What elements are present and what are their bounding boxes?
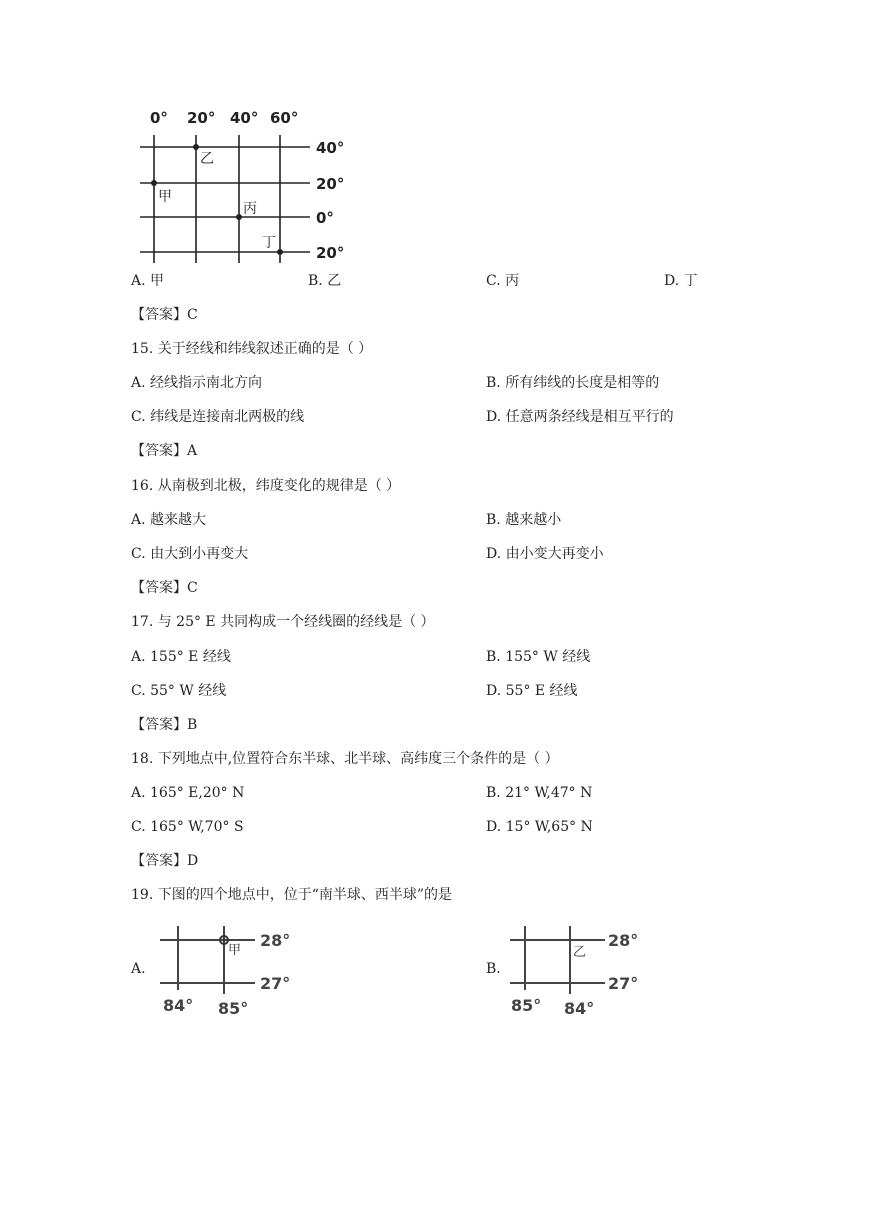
q15-option-a: A. 经线指示南北方向 bbox=[131, 375, 263, 391]
point-ding-marker bbox=[277, 249, 283, 255]
q14-option-d: D. 丁 bbox=[664, 273, 698, 289]
lat-label-27: 27° bbox=[260, 974, 291, 993]
point-ding-label: 丁 bbox=[262, 235, 276, 251]
lon-label-20: 20° bbox=[187, 109, 216, 127]
q18-option-c: C. 165° W,70° S bbox=[131, 819, 244, 835]
point-jia-marker bbox=[151, 180, 157, 186]
q16-option-b: B. 越来越小 bbox=[486, 512, 562, 528]
q17-stem: 17. 与 25° E 共同构成一个经线圈的经线是（ ） bbox=[131, 614, 435, 630]
lon-label-84: 84° bbox=[163, 996, 194, 1015]
point-bing-marker bbox=[236, 214, 242, 220]
q14-grid-figure bbox=[130, 105, 370, 265]
q18-stem: 18. 下列地点中,位置符合东半球、北半球、高纬度三个条件的是（ ） bbox=[131, 751, 559, 767]
point-bing-label: 丙 bbox=[243, 201, 257, 217]
lat-label-28: 28° bbox=[260, 931, 291, 950]
q15-stem: 15. 关于经线和纬线叙述正确的是（ ） bbox=[131, 341, 373, 357]
q19-option-a-label: A. bbox=[131, 961, 146, 977]
point-jia-label: 甲 bbox=[228, 943, 242, 958]
lat-label-27: 27° bbox=[608, 974, 639, 993]
q14-option-a: A. 甲 bbox=[131, 273, 165, 289]
q17-answer: 【答案】B bbox=[131, 717, 198, 733]
q14-option-c: C. 丙 bbox=[486, 273, 520, 289]
point-yi-label: 乙 bbox=[573, 945, 587, 960]
q15-answer: 【答案】A bbox=[131, 443, 198, 459]
lon-label-85: 85° bbox=[218, 999, 249, 1018]
q19-figure-b bbox=[510, 922, 660, 1017]
lon-label-60: 60° bbox=[270, 109, 299, 127]
lon-label-40: 40° bbox=[230, 109, 259, 127]
q18-answer: 【答案】D bbox=[131, 853, 199, 869]
lon-label-84: 84° bbox=[564, 999, 595, 1018]
q19-option-b-label: B. bbox=[486, 961, 501, 977]
lon-label-85: 85° bbox=[511, 996, 542, 1015]
q17-option-b: B. 155° W 经线 bbox=[486, 649, 591, 665]
q18-option-b: B. 21° W,47° N bbox=[486, 785, 593, 801]
q16-option-c: C. 由大到小再变大 bbox=[131, 546, 249, 562]
q14-option-b: B. 乙 bbox=[308, 273, 342, 289]
lat-label-20-top: 20° bbox=[316, 175, 345, 193]
q15-option-d: D. 任意两条经线是相互平行的 bbox=[486, 409, 674, 425]
q14-answer: 【答案】C bbox=[131, 307, 198, 323]
q16-stem: 16. 从南极到北极，纬度变化的规律是（ ） bbox=[131, 478, 401, 494]
point-yi-label: 乙 bbox=[200, 151, 214, 167]
q19-stem: 19. 下图的四个地点中，位于“南半球、西半球”的是 bbox=[131, 887, 453, 903]
q17-option-a: A. 155° E 经线 bbox=[131, 649, 231, 665]
q18-option-d: D. 15° W,65° N bbox=[486, 819, 593, 835]
q18-option-a: A. 165° E,20° N bbox=[131, 785, 245, 801]
q19-figure-a bbox=[160, 922, 310, 1017]
q16-option-a: A. 越来越大 bbox=[131, 512, 207, 528]
q16-answer: 【答案】C bbox=[131, 580, 198, 596]
lat-label-40: 40° bbox=[316, 139, 345, 157]
q15-option-c: C. 纬线是连接南北两极的线 bbox=[131, 409, 305, 425]
point-yi-marker bbox=[193, 144, 199, 150]
lat-label-28: 28° bbox=[608, 931, 639, 950]
point-jia-label: 甲 bbox=[158, 189, 172, 205]
q17-option-c: C. 55° W 经线 bbox=[131, 683, 227, 699]
lat-label-20-bottom: 20° bbox=[316, 244, 345, 262]
lon-label-0: 0° bbox=[150, 109, 168, 127]
lat-label-0: 0° bbox=[316, 209, 334, 227]
q17-option-d: D. 55° E 经线 bbox=[486, 683, 578, 699]
q16-option-d: D. 由小变大再变小 bbox=[486, 546, 604, 562]
q15-option-b: B. 所有纬线的长度是相等的 bbox=[486, 375, 660, 391]
